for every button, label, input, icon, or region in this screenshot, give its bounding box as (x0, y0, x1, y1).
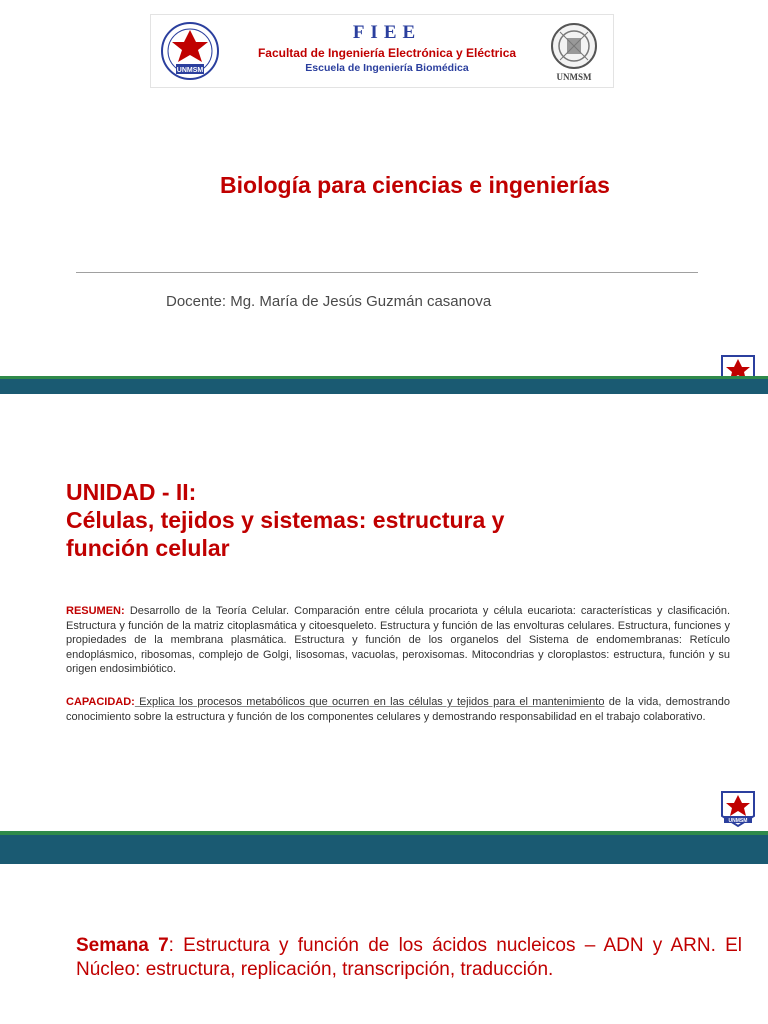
week-label: Semana 7 (76, 935, 169, 956)
corner-logo (716, 786, 760, 828)
title-divider (76, 272, 698, 273)
unit-slide (0, 404, 768, 832)
unit-heading-line1: UNIDAD - II: (66, 479, 197, 505)
svg-text:UNMSM: UNMSM (176, 67, 204, 74)
svg-text:UNMSM: UNMSM (728, 818, 748, 824)
title-slide (0, 0, 768, 394)
course-title: Biología para ciencias e ingenierías (220, 172, 610, 198)
unit-heading-line2: Células, tejidos y sistemas: estructura y (66, 507, 505, 533)
unit-heading (66, 478, 504, 562)
capacity-text: de la vida, demostrando conocimiento sobre la estructura y función de los componentes celulares y demostrando responsabilidad en el trabajo colaborativo. (66, 696, 730, 723)
summary-text: Desarrollo de la Teoría Celular. Comparación entre célula procariota y célula eucariota: características y clasificación. Estructura y función de la matriz citoplasmática y citoesqueleto. Estructura y función de las envolturas celulares. Estructura, funciones y propiedades de la membrana plasmática. Estructura y función de los organelos del Sistema de endomembranas: Retículo endoplásmico, ribosomas, complejo de Golgi, lisosomas, vacuolas, peroxisomas. Mitocondrias y cloroplastos: estructura, función y su origen endosimbiótico. (66, 605, 730, 675)
slide-separator-accent (0, 831, 768, 835)
week-slide (0, 864, 768, 1024)
teacher-name: Docente: Mg. María de Jesús Guzmán casanova (166, 293, 492, 310)
footer-accent-line (0, 376, 768, 379)
week-topic: : Estructura y función de los ácidos nucleicos – ADN y ARN. El Núcleo: estructura, replicación, transcripción, traducción. (76, 935, 742, 980)
fiee-unmsm-logo (158, 20, 222, 82)
summary-paragraph (66, 604, 730, 677)
svg-text:UNMSM: UNMSM (556, 72, 592, 82)
slide-separator-band (0, 834, 768, 864)
unmsm-seal-logo (548, 20, 600, 84)
capacity-label: CAPACIDAD: (66, 696, 135, 708)
capacity-text-underlined: Explica los procesos metabólicos que ocurren en las células y tejidos para el mantenimiento (134, 696, 605, 708)
school-name: Escuela de Ingeniería Biomédica (305, 62, 469, 74)
week-description (76, 934, 742, 982)
fiee-title: FIEE (352, 22, 422, 43)
faculty-name: Facultad de Ingeniería Electrónica y Eléctrica (257, 46, 517, 60)
unit-heading-line3: función celular (66, 535, 230, 561)
summary-label: RESUMEN: (66, 605, 125, 617)
capacity-paragraph (66, 695, 730, 724)
